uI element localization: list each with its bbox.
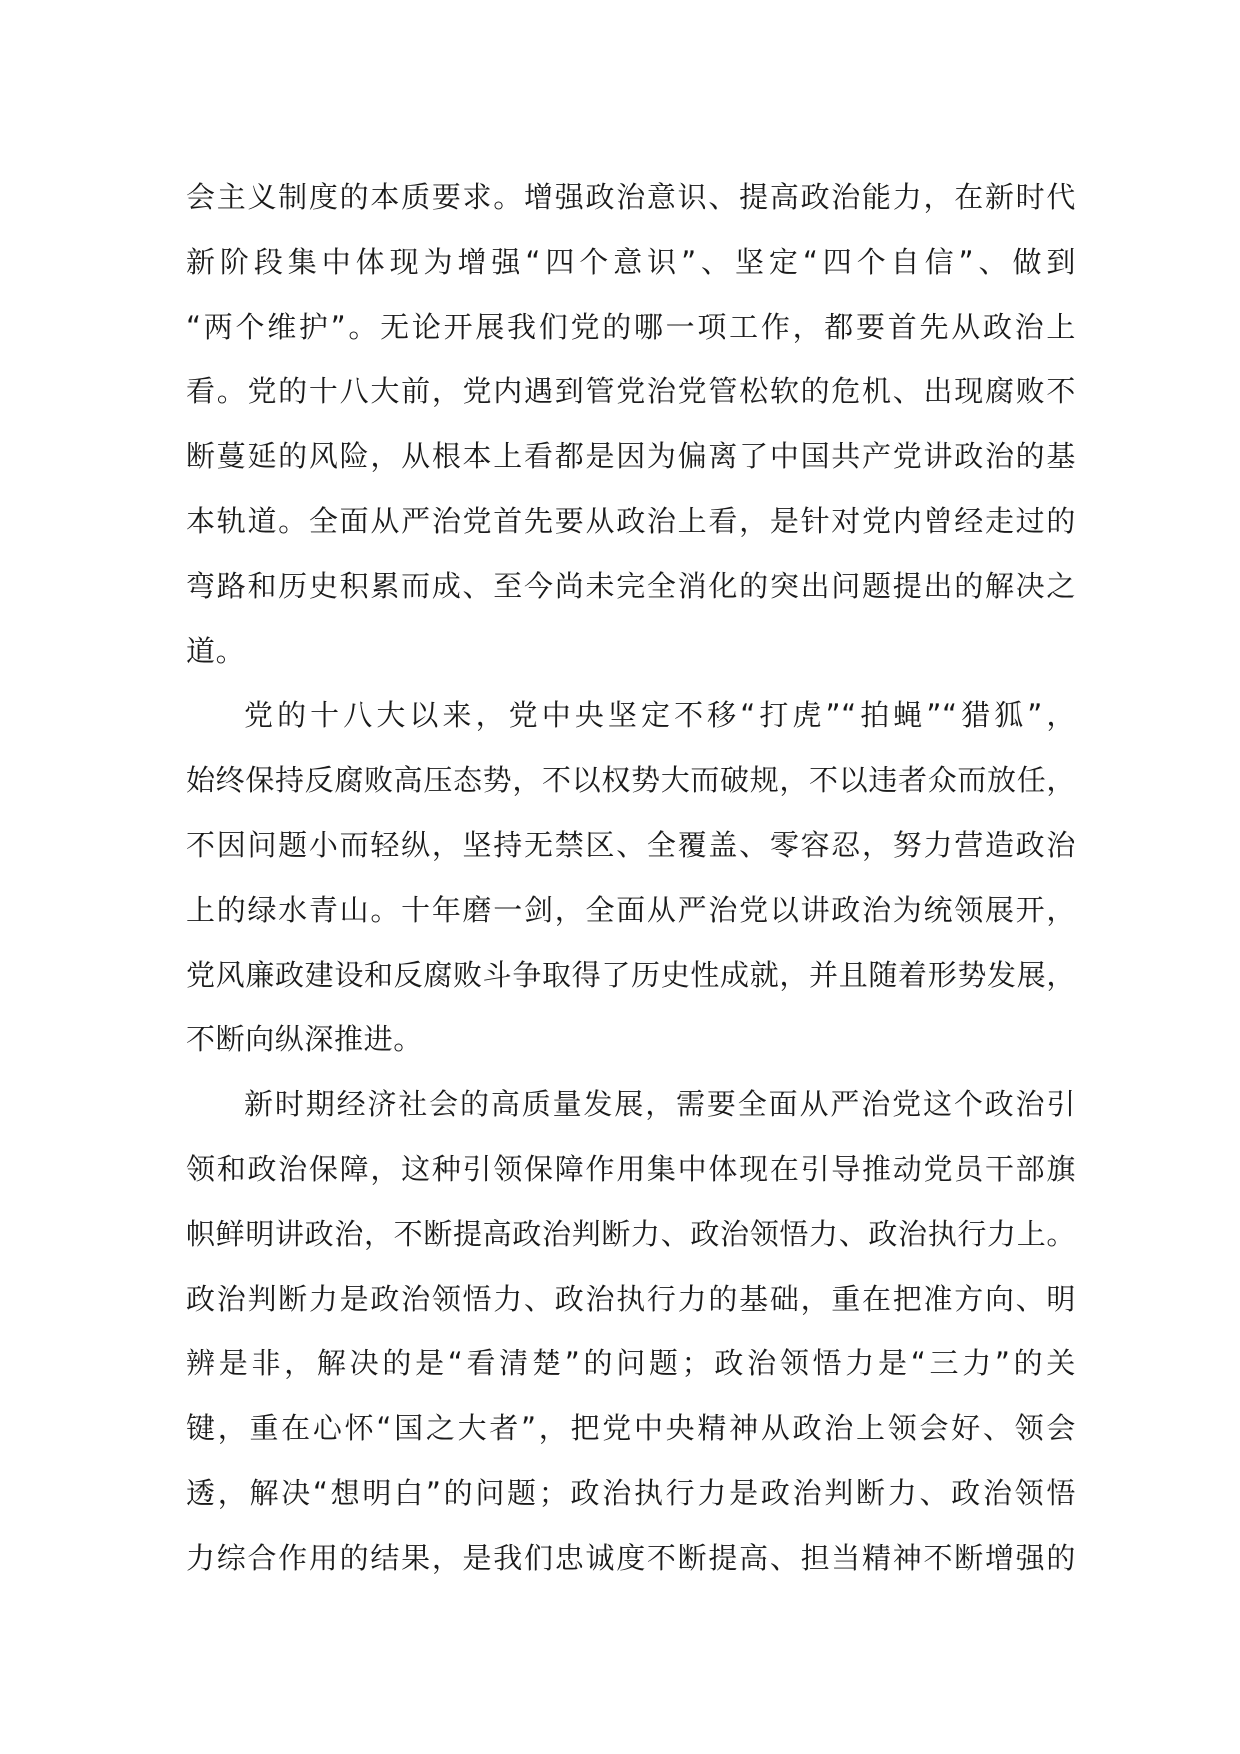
body-text	[186, 165, 1076, 1591]
paragraph-3-line: 新时期经济社会的高质量发展，需要全面从严治党这个政治引	[244, 1087, 1076, 1122]
paragraph-3-line: 辨是非，解决的是“看清楚”的问题；政治领悟力是“三力”的关	[186, 1346, 1076, 1381]
paragraph-3-line: 透，解决“想明白”的问题；政治执行力是政治判断力、政治领悟	[186, 1475, 1076, 1510]
paragraph-2-line: 党的十八大以来，党中央坚定不移“打虎”“拍蝇”“猎狐”，	[244, 698, 1076, 733]
paragraph-2-line: 不因问题小而轻纵，坚持无禁区、全覆盖、零容忍，努力营造政治	[186, 827, 1076, 862]
paragraph-1-line: 新阶段集中体现为增强“四个意识”、坚定“四个自信”、做到	[186, 244, 1076, 279]
paragraph-3-line: 键，重在心怀“国之大者”，把党中央精神从政治上领会好、领会	[186, 1411, 1076, 1446]
paragraph-3-line: 政治判断力是政治领悟力、政治执行力的基础，重在把准方向、明	[186, 1281, 1076, 1316]
paragraph-2-line: 党风廉政建设和反腐败斗争取得了历史性成就，并且随着形势发展，	[186, 957, 1076, 992]
paragraph-1-line: 道。	[186, 633, 246, 668]
paragraph-2-line: 始终保持反腐败高压态势，不以权势大而破规，不以违者众而放任，	[186, 763, 1076, 798]
paragraph-1-line: 看。党的十八大前，党内遇到管党治党管松软的危机、出现腐败不	[186, 374, 1076, 409]
paragraph-2-line: 上的绿水青山。十年磨一剑，全面从严治党以讲政治为统领展开，	[186, 892, 1076, 927]
paragraph-3-line: 帜鲜明讲政治，不断提高政治判断力、政治领悟力、政治执行力上。	[186, 1216, 1076, 1251]
paragraph-1-line: 本轨道。全面从严治党首先要从政治上看，是针对党内曾经走过的	[186, 503, 1076, 538]
paragraph-3-line: 力综合作用的结果，是我们忠诚度不断提高、担当精神不断增强的	[186, 1540, 1076, 1575]
paragraph-1-line: “两个维护”。无论开展我们党的哪一项工作，都要首先从政治上	[186, 309, 1076, 344]
paragraph-1-line: 断蔓延的风险，从根本上看都是因为偏离了中国共产党讲政治的基	[186, 439, 1076, 474]
paragraph-1-line: 弯路和历史积累而成、至今尚未完全消化的突出问题提出的解决之	[186, 568, 1076, 603]
paragraph-1-line: 会主义制度的本质要求。增强政治意识、提高政治能力，在新时代	[186, 180, 1076, 214]
paragraph-2-line: 不断向纵深推进。	[186, 1022, 423, 1057]
paragraph-3-line: 领和政治保障，这种引领保障作用集中体现在引导推动党员干部旗	[186, 1151, 1076, 1186]
